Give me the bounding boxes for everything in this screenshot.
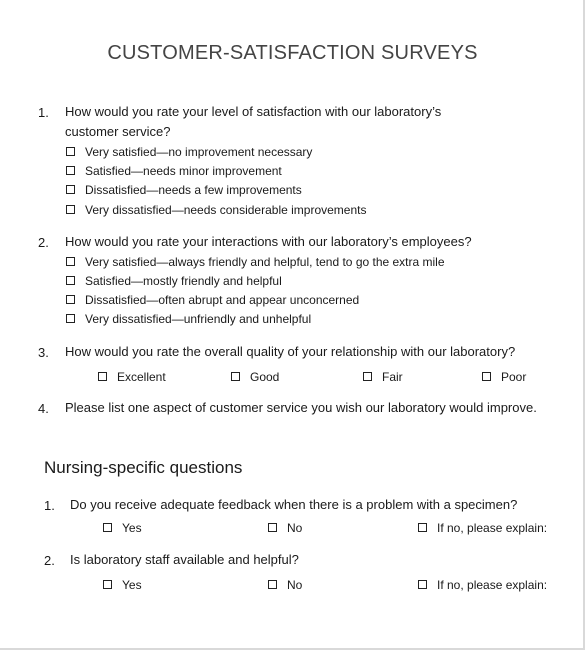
checkbox-icon[interactable] <box>482 372 491 381</box>
page-title: CUSTOMER-SATISFACTION SURVEYS <box>107 42 478 64</box>
nursing-question-1-number: 1. <box>44 498 55 513</box>
checkbox-icon[interactable] <box>66 205 75 214</box>
question-2-number: 2. <box>38 235 49 250</box>
checkbox-icon[interactable] <box>268 523 277 532</box>
checkbox-icon[interactable] <box>418 523 427 532</box>
question-1-text: How would you rate your level of satisfaction with our laboratory’s customer service? <box>65 104 442 139</box>
rating-excellent[interactable]: Excellent <box>98 370 166 384</box>
nursing-1-yes[interactable]: Yes <box>103 521 142 535</box>
nursing-1-no[interactable]: No <box>268 521 302 535</box>
section-heading: Nursing-specific questions <box>44 458 243 477</box>
checkbox-icon[interactable] <box>66 166 75 175</box>
checkbox-icon[interactable] <box>103 523 112 532</box>
question-2-option-4[interactable]: Very dissatisfied—unfriendly and unhelpful <box>66 312 311 326</box>
question-4-text: Please list one aspect of customer service you wish our laboratory would improve. <box>65 400 537 415</box>
checkbox-icon[interactable] <box>66 257 75 266</box>
question-3-text: How would you rate the overall quality of your relationship with our laboratory? <box>65 344 516 359</box>
question-1-option-4[interactable]: Very dissatisfied—needs considerable improvements <box>66 203 366 217</box>
question-1-option-2[interactable]: Satisfied—needs minor improvement <box>66 164 282 178</box>
question-1-option-1[interactable]: Very satisfied—no improvement necessary <box>66 145 312 159</box>
checkbox-icon[interactable] <box>268 580 277 589</box>
checkbox-icon[interactable] <box>418 580 427 589</box>
question-1-number: 1. <box>38 105 49 120</box>
nursing-1-explain[interactable]: If no, please explain: <box>418 521 547 535</box>
checkbox-icon[interactable] <box>231 372 240 381</box>
checkbox-icon[interactable] <box>98 372 107 381</box>
checkbox-icon[interactable] <box>66 147 75 156</box>
nursing-2-no[interactable]: No <box>268 578 302 592</box>
checkbox-icon[interactable] <box>66 276 75 285</box>
checkbox-icon[interactable] <box>66 295 75 304</box>
question-1-option-3[interactable]: Dissatisfied—needs a few improvements <box>66 183 302 197</box>
question-2-text: How would you rate your interactions with our laboratory’s employees? <box>65 234 472 249</box>
nursing-2-explain[interactable]: If no, please explain: <box>418 578 547 592</box>
question-2-option-2[interactable]: Satisfied—mostly friendly and helpful <box>66 274 282 288</box>
nursing-2-yes[interactable]: Yes <box>103 578 142 592</box>
rating-poor[interactable]: Poor <box>482 370 526 384</box>
nursing-question-2-number: 2. <box>44 553 55 568</box>
nursing-question-1-text: Do you receive adequate feedback when there is a problem with a specimen? <box>70 497 518 512</box>
rating-fair[interactable]: Fair <box>363 370 403 384</box>
checkbox-icon[interactable] <box>363 372 372 381</box>
rating-good[interactable]: Good <box>231 370 279 384</box>
nursing-question-2-text: Is laboratory staff available and helpful? <box>70 552 299 567</box>
checkbox-icon[interactable] <box>66 185 75 194</box>
checkbox-icon[interactable] <box>103 580 112 589</box>
question-3-number: 3. <box>38 345 49 360</box>
checkbox-icon[interactable] <box>66 314 75 323</box>
question-2-option-3[interactable]: Dissatisfied—often abrupt and appear unconcerned <box>66 293 359 307</box>
question-4-number: 4. <box>38 401 49 416</box>
question-2-option-1[interactable]: Very satisfied—always friendly and helpful, tend to go the extra mile <box>66 255 445 269</box>
